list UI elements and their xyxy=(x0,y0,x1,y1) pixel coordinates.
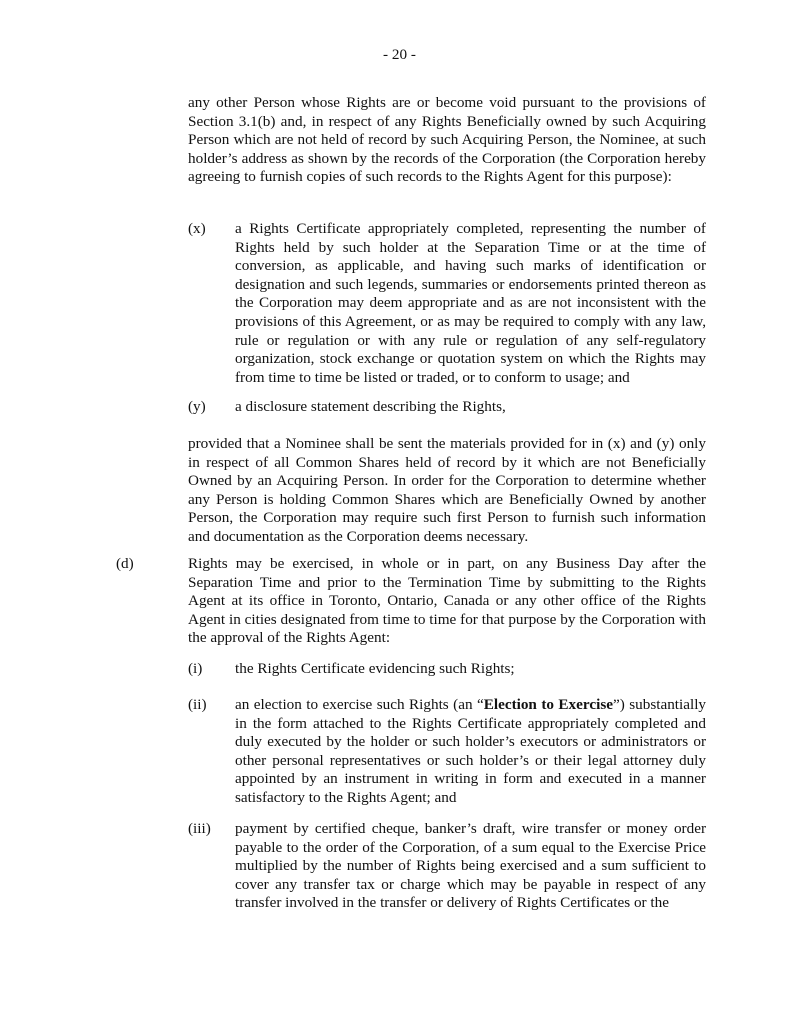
page-number: - 20 - xyxy=(383,46,416,63)
intro-paragraph: any other Person whose Rights are or become void pursuant to the provisions of Section 3.1(b) and, in respect of any Rights Beneficially owned by such Acquiring Person which are not held of record by such Acquiring Person, the Nominee, at such holder’s address as shown by the records of the Corporation (the Corporation hereby agreeing to furnish copies of such records to the Rights Agent for this purpose): xyxy=(188,94,706,186)
item-ii-text xyxy=(235,696,706,808)
item-iii-text: payment by certified cheque, banker’s draft, wire transfer or money order payable to the order of the Corporation, of a sum equal to the Exercise Price multiplied by the number of Rights being exercised and a sum sufficient to cover any transfer tax or charge which may be payable in respect of any transfer involved in the transfer or delivery of Rights Certificates or the xyxy=(235,820,706,912)
proviso-paragraph: provided that a Nominee shall be sent the materials provided for in (x) and (y) only in respect of all Common Shares held of record by it which are not Beneficially Owned by an Acquiring Person. In order for the Corporation to determine whether any Person is holding Common Shares which are Beneficially Owned by another Person, the Corporation may require such first Person to furnish such information and documentation as the Corporation deems necessary. xyxy=(188,435,706,545)
item-i-text: the Rights Certificate evidencing such Rights; xyxy=(235,660,515,677)
item-iii-label: (iii) xyxy=(188,820,211,837)
item-x-label: (x) xyxy=(188,220,206,237)
item-y-text: a disclosure statement describing the Rights, xyxy=(235,398,506,415)
section-d-text: Rights may be exercised, in whole or in part, on any Business Day after the Separation Time and prior to the Termination Time by submitting to the Rights Agent at its office in Toronto, Ontario, Canada or any other office of the Rights Agent in cities designated from time to time for that purpose by the Corporation with the approval of the Rights Agent: xyxy=(188,555,706,647)
item-x-text: a Rights Certificate appropriately completed, representing the number of Rights held by such holder at the Separation Time or at the time of conversion, as applicable, and having such marks of identification or designation and such legends, summaries or endorsements printed thereon as the Corporation may deem appropriate and as are not inconsistent with the provisions of this Agreement, or as may be required to comply with any law, rule or regulation or with any rule or regulation of any self-regulatory organization, stock exchange or quotation system on which the Rights may from time to time be listed or traded, or to conform to usage; and xyxy=(235,220,706,386)
item-ii-text-before: an election to exercise such Rights (an “ xyxy=(235,696,484,713)
election-to-exercise-term: Election to Exercise xyxy=(483,696,613,713)
item-y-label: (y) xyxy=(188,398,206,415)
item-ii-text-after: ”) substantially in the form attached to the Rights Certificate appropriately completed and duly executed by the holder or such holder’s executors or administrators or other personal representatives or such holder’s or their legal attorney duly appointed by an instrument in writing in form and executed in a manner satisfactory to the Rights Agent; and xyxy=(235,696,707,806)
item-i-label: (i) xyxy=(188,660,203,677)
section-d-label: (d) xyxy=(116,555,134,572)
item-ii-label: (ii) xyxy=(188,696,207,713)
